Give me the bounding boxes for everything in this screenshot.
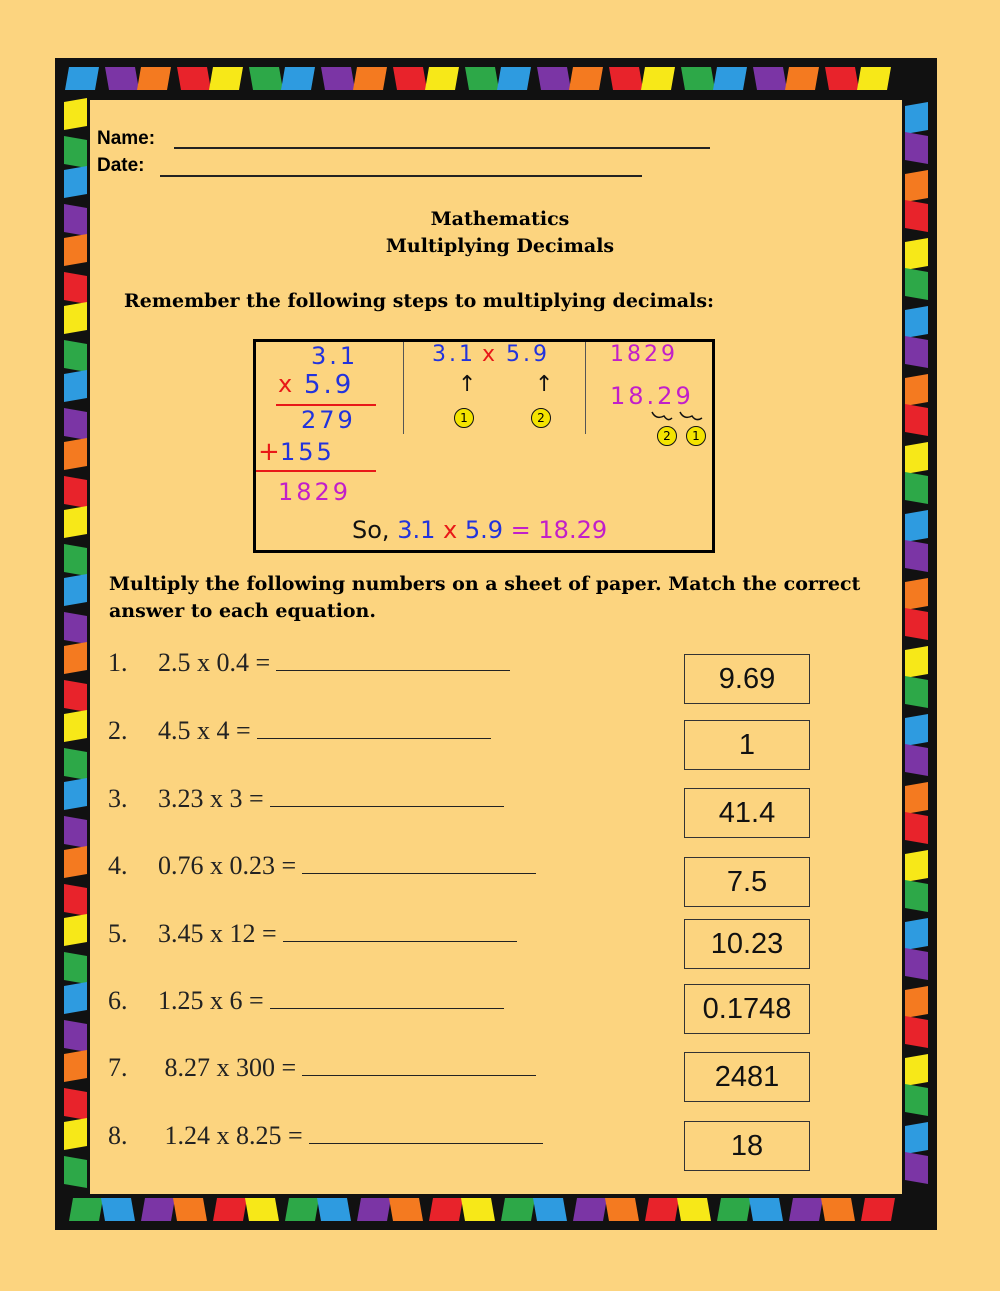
answer-blank[interactable] [283,921,517,942]
border-tile [353,67,387,90]
border-tile [609,67,643,90]
border-tile [64,506,87,538]
border-tile [905,812,928,844]
border-tile [905,782,928,814]
instructions: Multiply the following numbers on a sheet of paper. Match the correct answer to each equation. [109,573,861,622]
question-number: 4. [108,851,128,880]
border-tile [905,948,928,980]
border-tile [64,136,87,168]
border-tile [64,778,87,810]
border-tile [861,1198,895,1221]
date-field[interactable] [160,175,642,177]
border-tile [905,1152,928,1184]
border-tile [821,1198,855,1221]
border-tile [425,67,459,90]
answer-blank[interactable] [302,1055,536,1076]
total-line [256,470,376,472]
question-number: 3. [108,784,128,813]
border-tile [465,67,499,90]
question-number: 6. [108,986,128,1015]
example-partial2: 155 [280,438,335,466]
border-tile [64,1088,87,1120]
border-tile [905,374,928,406]
border-tile [65,67,99,90]
border-tile [573,1198,607,1221]
border-tile [905,646,928,678]
example-factor1: 3.1 [311,342,359,370]
border-tile [905,1084,928,1116]
question-row [108,1053,536,1083]
raw-product: 1829 [610,342,678,367]
border-tile [64,302,87,334]
summary-op: x [443,516,458,544]
name-field[interactable] [174,147,710,149]
border-tile [105,67,139,90]
border-tile [753,67,787,90]
example-factor2: 5.9 [304,370,355,400]
border-tile [64,846,87,878]
question-row [108,919,517,949]
answer-blank[interactable] [309,1123,543,1144]
border-tile [717,1198,751,1221]
summary-result: 18.29 [538,516,608,544]
border-tile [64,1050,87,1082]
question-row [108,784,504,814]
question-expression: 1.25 x 6 = [158,986,264,1015]
name-label: Name: [97,128,156,149]
answer-blank[interactable] [276,650,510,671]
border-tile [905,472,928,504]
border-tile [321,67,355,90]
question-expression: 8.27 x 300 = [158,1053,297,1082]
border-tile [245,1198,279,1221]
question-number: 8. [108,1121,128,1150]
question-number: 5. [108,919,128,948]
border-tile [173,1198,207,1221]
border-tile [64,748,87,780]
border-tile [905,102,928,134]
column-divider [403,342,404,434]
border-tile [905,170,928,202]
border-tile [533,1198,567,1221]
question-row [108,851,536,881]
border-tile [213,1198,247,1221]
border-tile [789,1198,823,1221]
border-tile [64,408,87,440]
answer-box[interactable]: 2481 [684,1052,810,1102]
border-tile [905,986,928,1018]
border-tile [905,1054,928,1086]
border-tile [64,1156,87,1188]
border-tile [64,914,87,946]
border-tile [905,404,928,436]
column-divider [585,342,586,434]
border-tile [905,336,928,368]
question-row [108,648,510,678]
question-number: 7. [108,1053,128,1082]
topic-title: Multiplying Decimals [385,235,615,257]
example-plus-sign: + [258,437,283,467]
circled-one-badge: 1 [686,426,706,446]
border-tile [905,578,928,610]
brace-marks [650,408,710,424]
border-tile [389,1198,423,1221]
border-tile [905,744,928,776]
border-tile [641,67,675,90]
border-tile [905,880,928,912]
border-tile [537,67,571,90]
border-tile [905,1122,928,1154]
border-tile [461,1198,495,1221]
border-tile [905,676,928,708]
border-tile [64,884,87,916]
answer-box[interactable]: 18 [684,1121,810,1171]
subject-title: Mathematics [430,208,570,230]
answer-blank[interactable] [302,853,536,874]
border-tile [281,67,315,90]
question-expression: 2.5 x 0.4 = [158,648,271,677]
border-tile [357,1198,391,1221]
border-tile [905,540,928,572]
summary-eq: = [510,516,531,544]
summary-prefix: So, [352,516,390,544]
border-tile [429,1198,463,1221]
border-tile [64,642,87,674]
question-expression: 4.5 x 4 = [158,716,251,745]
arrow-up-icon: ↑ [458,372,480,397]
circled-one-badge: 1 [454,408,474,428]
border-tile [905,442,928,474]
border-tile [64,816,87,848]
border-tile [905,268,928,300]
border-tile [137,67,171,90]
border-tile [69,1198,103,1221]
answer-box[interactable]: 0.1748 [684,984,810,1034]
border-tile [64,438,87,470]
count-factor2: 5.9 [506,342,550,367]
border-tile [64,476,87,508]
question-row [108,716,491,746]
border-tile [64,680,87,712]
border-tile [749,1198,783,1221]
border-tile [64,370,87,402]
border-tile [64,982,87,1014]
answer-blank[interactable] [270,786,504,807]
border-tile [645,1198,679,1221]
border-tile [249,67,283,90]
arrow-up-icon: ↑ [535,372,557,397]
border-tile [681,67,715,90]
border-tile [905,850,928,882]
border-tile [101,1198,135,1221]
border-tile [64,574,87,606]
circled-two-badge: 2 [657,426,677,446]
border-tile [905,132,928,164]
count-factor1: 3.1 [432,342,476,367]
answer-blank[interactable] [257,718,491,739]
border-tile [64,612,87,644]
answer-box[interactable]: 7.5 [684,857,810,907]
border-tile [393,67,427,90]
border-tile [713,67,747,90]
answer-blank[interactable] [270,988,504,1009]
border-tile [64,98,87,130]
border-tile [825,67,859,90]
border-tile [177,67,211,90]
border-tile [64,272,87,304]
border-tile [677,1198,711,1221]
example-total: 1829 [278,478,352,506]
answer-box[interactable]: 9.69 [684,654,810,704]
date-label: Date: [97,155,145,176]
worked-example [253,339,715,553]
answer-box[interactable]: 1 [684,720,810,770]
count-times-sign: x [482,342,499,367]
summary-factor1: 3.1 [397,516,436,544]
border-tile [785,67,819,90]
question-expression: 3.23 x 3 = [158,784,264,813]
border-tile [141,1198,175,1221]
border-tile [64,952,87,984]
border-tile [64,340,87,372]
question-row [108,1121,543,1151]
question-expression: 1.24 x 8.25 = [158,1121,303,1150]
circled-two-badge: 2 [531,408,551,428]
border-tile [64,166,87,198]
question-number: 1. [108,648,128,677]
example-times-sign: x [278,370,296,398]
border-tile [64,710,87,742]
border-tile [64,1118,87,1150]
border-tile [605,1198,639,1221]
border-tile [64,544,87,576]
steps-heading: Remember the following steps to multiplying decimals: [124,290,715,312]
border-tile [64,1020,87,1052]
border-tile [905,510,928,542]
example-partial1: 279 [301,406,356,434]
border-tile [905,918,928,950]
border-tile [857,67,891,90]
answer-box[interactable]: 10.23 [684,919,810,969]
answer-box[interactable]: 41.4 [684,788,810,838]
border-tile [209,67,243,90]
border-tile [905,1016,928,1048]
border-tile [905,306,928,338]
summary-factor2: 5.9 [464,516,504,544]
border-tile [501,1198,535,1221]
border-tile [905,608,928,640]
border-tile [497,67,531,90]
question-expression: 3.45 x 12 = [158,919,277,948]
example-summary [352,516,607,544]
border-tile [317,1198,351,1221]
border-tile [285,1198,319,1221]
placed-product: 18.29 [610,382,694,410]
border-tile [905,714,928,746]
question-expression: 0.76 x 0.23 = [158,851,297,880]
question-number: 2. [108,716,128,745]
question-row [108,986,504,1016]
border-tile [569,67,603,90]
